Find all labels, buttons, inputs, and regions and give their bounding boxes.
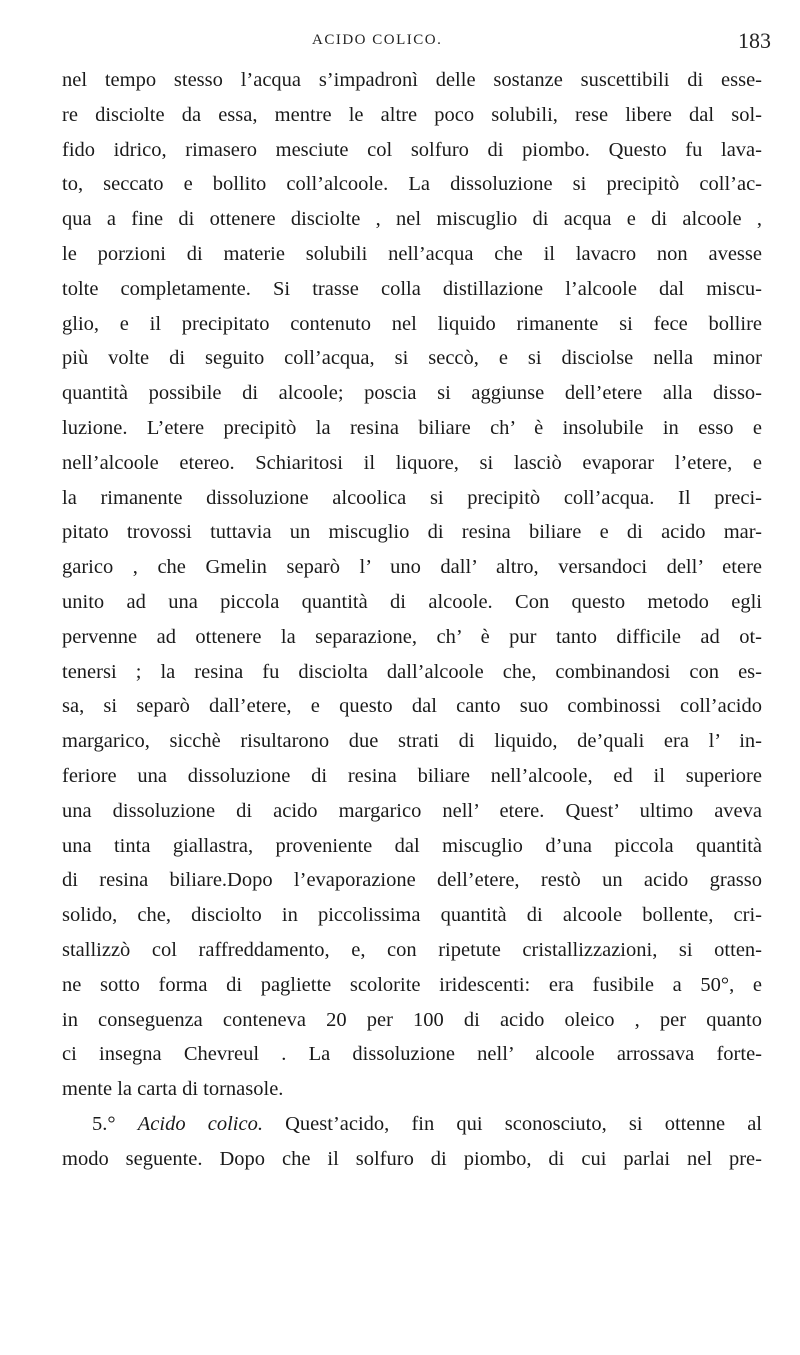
section-heading-line [62, 1107, 762, 1142]
text-line: più volte di seguito coll’acqua, si seccò, e si disciolse nella minor [62, 347, 762, 370]
text-line: luzione. L’etere precipitò la resina biliare ch’ è insolubile in esso e [62, 416, 762, 439]
text-line: qua a fine di ottenere disciolte , nel miscuglio di acqua e di alcoole , [62, 208, 762, 231]
body-text [62, 63, 762, 1177]
text-line: ne sotto forma di pagliette scolorite iridescenti: era fusibile a 50°, e [62, 973, 762, 996]
running-header [0, 28, 800, 58]
text-line: re disciolte da essa, mentre le altre poco solubili, rese libere dal sol- [62, 103, 762, 126]
text-line: pervenne ad ottenere la separazione, ch’ è pur tanto difficile ad ot- [62, 625, 762, 648]
text-line: quantità possibile di alcoole; poscia si aggiunse dell’etere alla disso- [62, 382, 762, 405]
text-line: garico , che Gmelin separò l’ uno dall’ altro, versandoci dell’ etere [62, 556, 762, 579]
text-line: una tinta giallastra, proveniente dal miscuglio d’una piccola quantità [62, 834, 762, 857]
text-line: solido, che, disciolto in piccolissima quantità di alcoole bollente, cri- [62, 904, 762, 927]
text-line: unito ad una piccola quantità di alcoole. Con questo metodo egli [62, 590, 762, 613]
section-text: Quest’acido, fin qui sconosciuto, si ottenne al [285, 1112, 762, 1135]
text-line: le porzioni di materie solubili nell’acqua che il lavacro non avesse [62, 242, 762, 265]
text-line: modo seguente. Dopo che il solfuro di piombo, di cui parlai nel pre- [62, 1147, 762, 1170]
section-number: 5.° [92, 1112, 116, 1135]
text-line: fido idrico, rimasero mesciute col solfuro di piombo. Questo fu lava- [62, 138, 762, 161]
text-line: nel tempo stesso l’acqua s’impadronì delle sostanze suscettibili di esse- [62, 69, 762, 91]
section-title: Acido colico. [137, 1112, 263, 1135]
text-line: stallizzò col raffreddamento, e, con ripetute cristallizzazioni, si otten- [62, 938, 762, 961]
text-line: feriore una dissoluzione di resina biliare nell’alcoole, ed il superiore [62, 764, 762, 787]
text-line: sa, si separò dall’etere, e questo dal canto suo combinossi coll’acido [62, 695, 762, 718]
text-line: nell’alcoole etereo. Schiaritosi il liquore, si lasciò evaporar l’etere, e [62, 451, 762, 474]
text-line: in conseguenza conteneva 20 per 100 di acido oleico , per quanto [62, 1008, 762, 1031]
text-line: tenersi ; la resina fu disciolta dall’alcoole che, combinandosi con es- [62, 660, 762, 683]
text-line: mente la carta di tornasole. [62, 1078, 284, 1101]
text-line: glio, e il precipitato contenuto nel liquido rimanente si fece bollire [62, 312, 762, 335]
text-line: una dissoluzione di acido margarico nell’ etere. Quest’ ultimo aveva [62, 799, 762, 822]
text-line: ci insegna Chevreul . La dissoluzione nell’ alcoole arrossava forte- [62, 1043, 762, 1066]
text-line: tolte completamente. Si trasse colla distillazione l’alcoole dal miscu- [62, 277, 762, 300]
text-line: to, seccato e bollito coll’alcoole. La dissoluzione si precipitò coll’ac- [62, 173, 762, 196]
text-line: di resina biliare.Dopo l’evaporazione dell’etere, restò un acido grasso [62, 869, 762, 892]
text-line: la rimanente dissoluzione alcoolica si precipitò coll’acqua. Il preci- [62, 486, 762, 509]
page-number: 183 [738, 28, 771, 53]
text-line: margarico, sicchè risultarono due strati di liquido, de’quali era l’ in- [62, 730, 762, 753]
running-title: ACIDO COLICO. [312, 32, 443, 48]
text-line: pitato trovossi tuttavia un miscuglio di resina biliare e di acido mar- [62, 521, 762, 544]
